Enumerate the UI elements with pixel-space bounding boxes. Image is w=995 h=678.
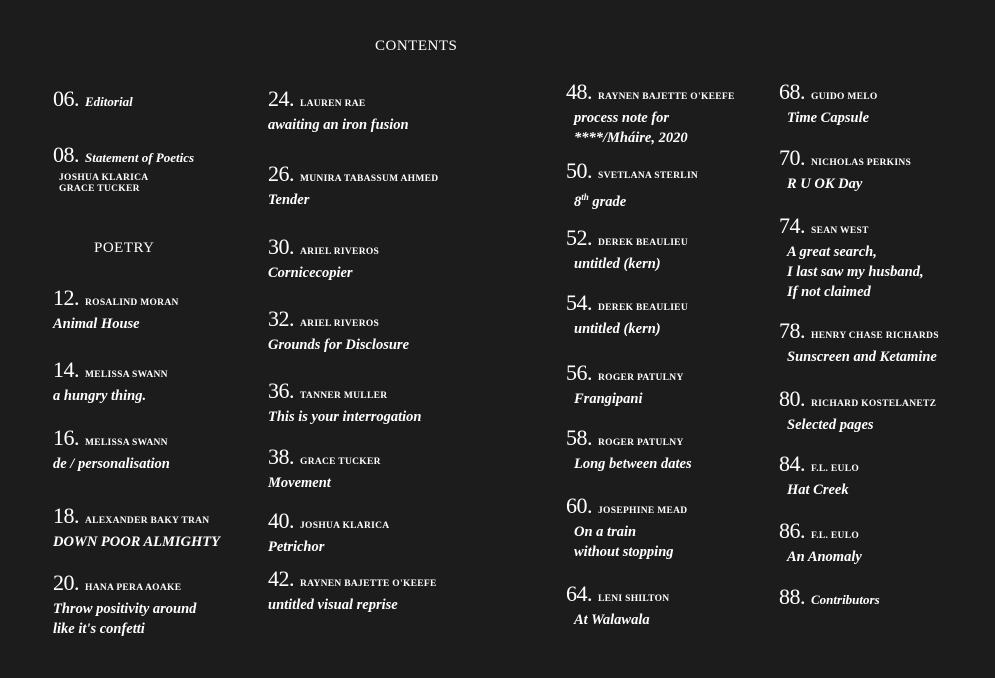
entry-title: Statement of Poetics xyxy=(85,150,195,165)
page-number: 40. xyxy=(268,508,294,533)
page-number: 80. xyxy=(779,386,805,411)
entry-title: awaiting an iron fusion xyxy=(268,117,409,133)
entry-title: Frangipani xyxy=(574,391,643,407)
page-number: 68. xyxy=(779,79,805,104)
entry-title: de / personalisation xyxy=(53,456,170,472)
page-number: 86. xyxy=(779,518,805,543)
entry-author: JOSHUA KLARICA xyxy=(300,521,390,531)
entry-author: HENRY CHASE RICHARDS xyxy=(811,331,939,341)
page-number: 56. xyxy=(566,360,592,385)
poetry-heading: POETRY xyxy=(94,240,155,256)
toc-entry[interactable] xyxy=(268,236,379,283)
page-number: 14. xyxy=(53,357,79,382)
entry-title: a hungry thing. xyxy=(53,388,147,404)
page-number: 84. xyxy=(779,451,805,476)
page-number: 30. xyxy=(268,234,294,259)
page-number: 74. xyxy=(779,213,805,238)
entry-author: TANNER MULLER xyxy=(300,391,388,401)
toc-entry[interactable] xyxy=(779,586,880,611)
entry-author: SEAN WEST xyxy=(811,226,869,236)
toc-entry[interactable] xyxy=(779,453,859,500)
entry-author: NICHOLAS PERKINS xyxy=(811,158,912,168)
page-number: 16. xyxy=(53,425,79,450)
entry-title: Animal House xyxy=(53,316,140,332)
toc-entry[interactable] xyxy=(268,163,438,210)
entry-author: RAYNEN BAJETTE O'KEEFE xyxy=(300,579,437,589)
entry-title: untitled visual reprise xyxy=(268,597,398,613)
entry-author: LAUREN RAE xyxy=(300,99,366,109)
toc-entry[interactable] xyxy=(268,446,381,493)
page-number: 36. xyxy=(268,378,294,403)
page-number: 08. xyxy=(53,142,79,167)
toc-entry[interactable] xyxy=(779,520,862,567)
toc-entry[interactable] xyxy=(53,427,170,474)
page-number: 78. xyxy=(779,318,805,343)
toc-entry[interactable] xyxy=(566,495,687,562)
toc-entry[interactable] xyxy=(566,81,735,148)
toc-entry[interactable] xyxy=(53,144,194,195)
page-number: 32. xyxy=(268,306,294,331)
entry-title: DOWN POOR ALMIGHTY xyxy=(53,534,221,550)
page-number: 24. xyxy=(268,86,294,111)
entry-author: GRACE TUCKER xyxy=(300,457,381,467)
entry-author: ARIEL RIVEROS xyxy=(300,247,380,257)
entry-author: DEREK BEAULIEU xyxy=(598,238,688,248)
contents-heading: CONTENTS xyxy=(375,38,458,54)
entry-author: ROGER PATULNY xyxy=(598,438,684,448)
entry-title: 8th grade xyxy=(574,192,627,210)
page-number: 20. xyxy=(53,570,79,595)
toc-entry[interactable] xyxy=(779,81,878,128)
toc-entry[interactable] xyxy=(53,359,168,406)
entry-author: SVETLANA STERLIN xyxy=(598,171,699,181)
toc-entry[interactable] xyxy=(566,292,688,339)
toc-entry[interactable] xyxy=(53,505,220,552)
entry-title: R U OK Day xyxy=(787,176,863,192)
entry-title: On a train without stopping xyxy=(574,524,674,560)
toc-entry[interactable] xyxy=(566,583,669,630)
entry-author: ROGER PATULNY xyxy=(598,373,684,383)
entry-title: Contributors xyxy=(811,592,880,607)
page-number: 60. xyxy=(566,493,592,518)
toc-entry[interactable] xyxy=(566,227,688,274)
entry-title: Throw positivity around like it's confetti xyxy=(53,601,197,637)
entry-title: process note for ****/Mháire, 2020 xyxy=(574,110,688,146)
toc-entry[interactable] xyxy=(53,572,196,639)
entry-title: At Walawala xyxy=(574,612,650,628)
entry-title: untitled (kern) xyxy=(574,321,661,337)
toc-entry[interactable] xyxy=(566,160,698,212)
page-number: 54. xyxy=(566,290,592,315)
entry-title: Cornicecopier xyxy=(268,265,353,281)
entry-title: Hat Creek xyxy=(787,482,849,498)
entry-title: untitled (kern) xyxy=(574,256,661,272)
toc-entry[interactable] xyxy=(566,362,684,409)
entry-author: F.L. EULO xyxy=(811,531,860,541)
entry-title: Selected pages xyxy=(787,417,874,433)
toc-entry[interactable] xyxy=(779,215,924,302)
entry-author: JOSEPHINE MEAD xyxy=(598,506,688,516)
entry-author: HANA PERA AOAKE xyxy=(85,583,182,593)
page-number: 26. xyxy=(268,161,294,186)
entry-author: GUIDO MELO xyxy=(811,92,878,102)
entry-author: MELISSA SWANN xyxy=(85,370,168,380)
entry-author: ROSALIND MORAN xyxy=(85,298,179,308)
page-number: 58. xyxy=(566,425,592,450)
entry-title: Petrichor xyxy=(268,539,325,555)
entry-title: Movement xyxy=(268,475,331,491)
page-number: 12. xyxy=(53,285,79,310)
page-number: 06. xyxy=(53,86,79,111)
toc-entry[interactable] xyxy=(53,287,179,334)
toc-entry[interactable] xyxy=(268,510,389,557)
toc-entry[interactable] xyxy=(53,88,133,113)
entry-author: ARIEL RIVEROS xyxy=(300,319,380,329)
toc-entry[interactable] xyxy=(779,320,939,367)
page-number: 70. xyxy=(779,145,805,170)
page-number: 48. xyxy=(566,79,592,104)
page-number: 64. xyxy=(566,581,592,606)
page-number: 38. xyxy=(268,444,294,469)
entry-author: DEREK BEAULIEU xyxy=(598,303,688,313)
toc-entry[interactable] xyxy=(566,427,692,474)
entry-author: RICHARD KOSTELANETZ xyxy=(811,399,937,409)
entry-title: Tender xyxy=(268,192,310,208)
entry-title: Grounds for Disclosure xyxy=(268,337,409,353)
page-number: 50. xyxy=(566,158,592,183)
entry-author: MELISSA SWANN xyxy=(85,438,168,448)
entry-authors: JOSHUA KLARICA GRACE TUCKER xyxy=(59,173,149,194)
entry-title: A great search, I last saw my husband, If not claimed xyxy=(787,244,924,300)
entry-title: An Anomaly xyxy=(787,549,862,565)
entry-author: RAYNEN BAJETTE O'KEEFE xyxy=(598,92,735,102)
page-number: 18. xyxy=(53,503,79,528)
entry-title: Sunscreen and Ketamine xyxy=(787,349,937,365)
page-number: 88. xyxy=(779,584,805,609)
page-number: 52. xyxy=(566,225,592,250)
entry-author: F.L. EULO xyxy=(811,464,860,474)
entry-author: LENI SHILTON xyxy=(598,594,670,604)
toc-entry[interactable] xyxy=(779,388,936,435)
entry-title: This is your interrogation xyxy=(268,409,422,425)
page-number: 42. xyxy=(268,566,294,591)
entry-author: MUNIRA TABASSUM AHMED xyxy=(300,174,439,184)
toc-entry[interactable] xyxy=(268,568,437,615)
entry-author: ALEXANDER BAKY TRAN xyxy=(85,516,210,526)
toc-entry[interactable] xyxy=(268,88,409,135)
entry-title: Time Capsule xyxy=(787,110,870,126)
toc-entry[interactable] xyxy=(268,380,422,427)
entry-title: Long between dates xyxy=(574,456,692,472)
toc-entry[interactable] xyxy=(268,308,409,355)
entry-title: Editorial xyxy=(85,94,133,109)
toc-entry[interactable] xyxy=(779,147,911,194)
